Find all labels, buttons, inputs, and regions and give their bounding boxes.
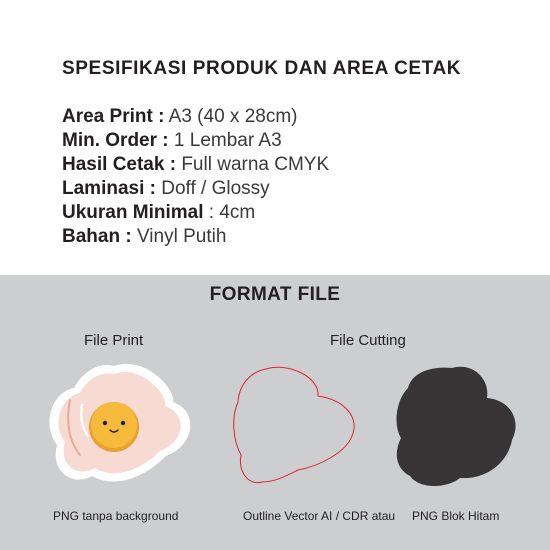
spec-label: Ukuran Minimal — [62, 202, 204, 223]
caption-png: PNG tanpa background — [53, 509, 179, 523]
spec-value: Doff / Glossy — [161, 178, 270, 199]
file-print-label: File Print — [84, 332, 144, 349]
fried-egg-sticker-icon — [49, 364, 190, 482]
spec-label: Hasil Cetak : — [62, 154, 177, 175]
cut-outline-icon — [234, 367, 354, 482]
black-silhouette-icon — [397, 367, 516, 486]
spec-label: Min. Order : — [62, 130, 169, 151]
spec-value: Vinyl Putih — [136, 226, 227, 247]
spec-value: 1 Lembar A3 — [173, 130, 282, 151]
spec-label: Area Print : — [62, 106, 165, 127]
caption-blok: PNG Blok Hitam — [412, 509, 500, 523]
spec-label: Bahan : — [62, 226, 132, 247]
spec-value: Full warna CMYK — [181, 154, 330, 175]
spec-value: : 4cm — [208, 202, 256, 223]
format-title: FORMAT FILE — [209, 284, 341, 305]
spec-value: A3 (40 x 28cm) — [168, 106, 298, 127]
file-cutting-label: File Cutting — [330, 332, 406, 349]
spec-label: Laminasi : — [62, 178, 156, 199]
page-title: SPESIFIKASI PRODUK DAN AREA CETAK — [62, 58, 462, 79]
caption-outline: Outline Vector AI / CDR atau — [243, 509, 396, 523]
